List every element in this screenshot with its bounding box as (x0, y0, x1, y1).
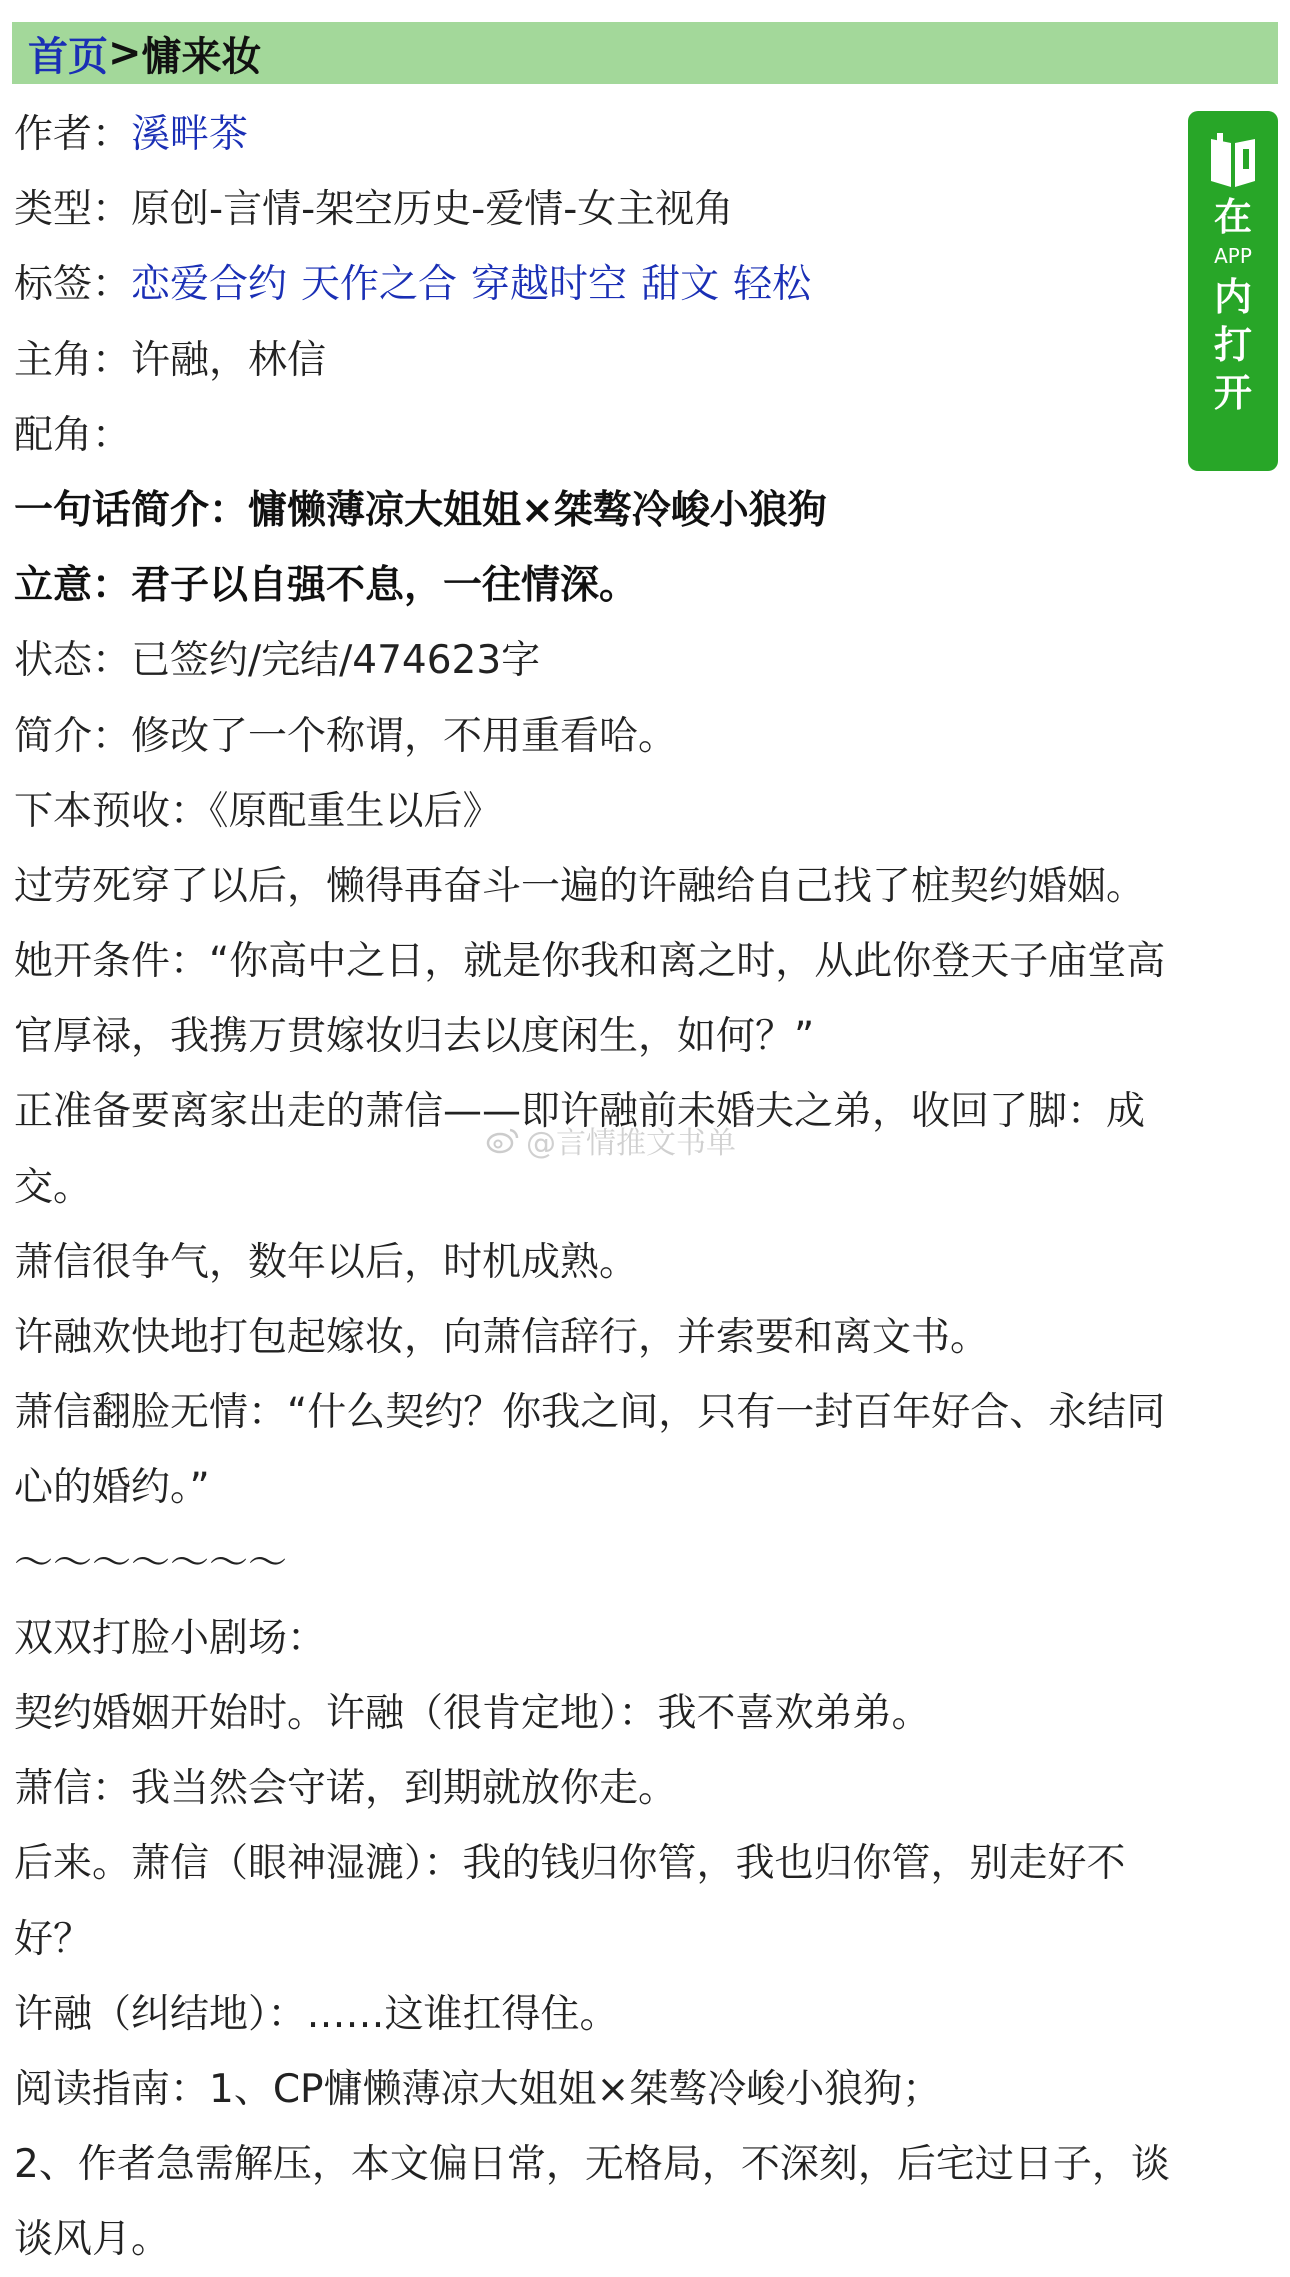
synopsis-line: 下本预收：《原配重生以后》 (14, 788, 502, 834)
tag-link[interactable]: 轻松 (733, 262, 812, 308)
breadcrumb-separator: > (108, 30, 142, 76)
synopsis-line: 过劳死穿了以后，懒得再奋斗一遍的许融给自己找了桩契约婚姻。 (14, 863, 1146, 909)
synopsis-line: 2、作者急需解压，本文偏日常，无格局，不深刻，后宅过日子，谈 (14, 2142, 1170, 2188)
theme-label: 立意： (14, 563, 132, 609)
synopsis-line: 交。 (14, 1164, 93, 1210)
synopsis-line: 萧信翻脸无情：“什么契约？你我之间，只有一封百年好合、永结同 (14, 1390, 1166, 1436)
leads-row (14, 323, 1276, 398)
leads-value: 许融，林信 (131, 337, 327, 383)
open-in-app-text: 内 (1213, 275, 1252, 319)
open-in-app-button[interactable] (1188, 111, 1278, 471)
tags-row (14, 247, 1276, 322)
theme-value: 君子以自强不息，一往情深。 (131, 563, 639, 609)
open-in-app-text: 开 (1213, 371, 1252, 415)
tag-link[interactable]: 天作之合 (301, 262, 458, 308)
theme-row (14, 548, 1276, 623)
tag-link[interactable]: 穿越时空 (471, 262, 628, 308)
synopsis-line: 官厚禄，我携万贯嫁妆归去以度闲生，如何？” (14, 1014, 815, 1060)
supporting-row (14, 398, 1276, 473)
oneliner-row (14, 473, 1276, 548)
synopsis-line: 谈风月。 (14, 2217, 171, 2263)
status-value: 已签约/完结/474623字 (131, 638, 541, 684)
synopsis-line: 她开条件：“你高中之日，就是你我和离之时，从此你登天子庙堂高 (14, 939, 1166, 985)
breadcrumb (12, 22, 1278, 84)
author-label: 作者： (14, 112, 132, 157)
synopsis-line: 萧信很争气，数年以后，时机成熟。 (14, 1239, 639, 1285)
oneliner-label: 一句话简介： (14, 487, 249, 533)
watermark (486, 1118, 736, 1162)
breadcrumb-current-page: 慵来妆 (141, 33, 262, 80)
synopsis-line: 许融欢快地打包起嫁妆，向萧信辞行，并索要和离文书。 (14, 1315, 990, 1360)
synopsis-line: 阅读指南：1、CP慵懒薄凉大姐姐×桀骜冷峻小狼狗； (14, 2066, 942, 2112)
tag-link[interactable]: 甜文 (641, 262, 720, 308)
synopsis-line: 后来。萧信（眼神湿漉）：我的钱归你管，我也归你管，别走好不 (14, 1841, 1126, 1887)
weibo-icon (486, 1126, 520, 1154)
author-link[interactable]: 溪畔茶 (131, 112, 249, 157)
synopsis-line: 心的婚约。” (14, 1465, 210, 1511)
synopsis-line: 双双打脸小剧场： (14, 1615, 327, 1661)
synopsis-line: 契约婚姻开始时。许融（很肯定地）：我不喜欢弟弟。 (14, 1690, 931, 1736)
synopsis-line: 好？ (14, 1916, 93, 1962)
open-in-app-text: APP (1214, 244, 1252, 268)
status-label: 状态： (14, 638, 132, 684)
status-row (14, 623, 1276, 698)
breadcrumb-home-link[interactable]: 首页 (28, 33, 108, 80)
type-label: 类型： (14, 187, 132, 233)
type-value: 原创-言情-架空历史-爱情-女主视角 (131, 187, 734, 233)
book-info (14, 97, 1276, 2277)
tag-link[interactable]: 恋爱合约 (131, 262, 288, 308)
watermark-text: @言情推文书单 (526, 1126, 736, 1161)
oneliner-value: 慵懒薄凉大姐姐×桀骜冷峻小狼狗 (248, 487, 827, 533)
synopsis-line: ～～～～～～～ (14, 1540, 288, 1586)
tags-label: 标签： (14, 262, 132, 308)
author-row (14, 97, 1276, 172)
open-in-app-text: 在 (1213, 195, 1252, 239)
synopsis-line: 正准备要离家出走的萧信——即许融前未婚夫之弟，收回了脚：成 (14, 1089, 1146, 1135)
open-in-app-text: 打 (1213, 323, 1252, 367)
synopsis-line: 萧信：我当然会守诺，到期就放你走。 (14, 1766, 678, 1812)
synopsis-line: 许融（纠结地）：……这谁扛得住。 (14, 1991, 619, 2037)
supporting-label: 配角： (14, 412, 132, 458)
book-icon (1205, 131, 1261, 191)
type-row (14, 172, 1276, 247)
leads-label: 主角： (14, 337, 132, 383)
synopsis-line: 简介：修改了一个称谓，不用重看哈。 (14, 713, 678, 759)
